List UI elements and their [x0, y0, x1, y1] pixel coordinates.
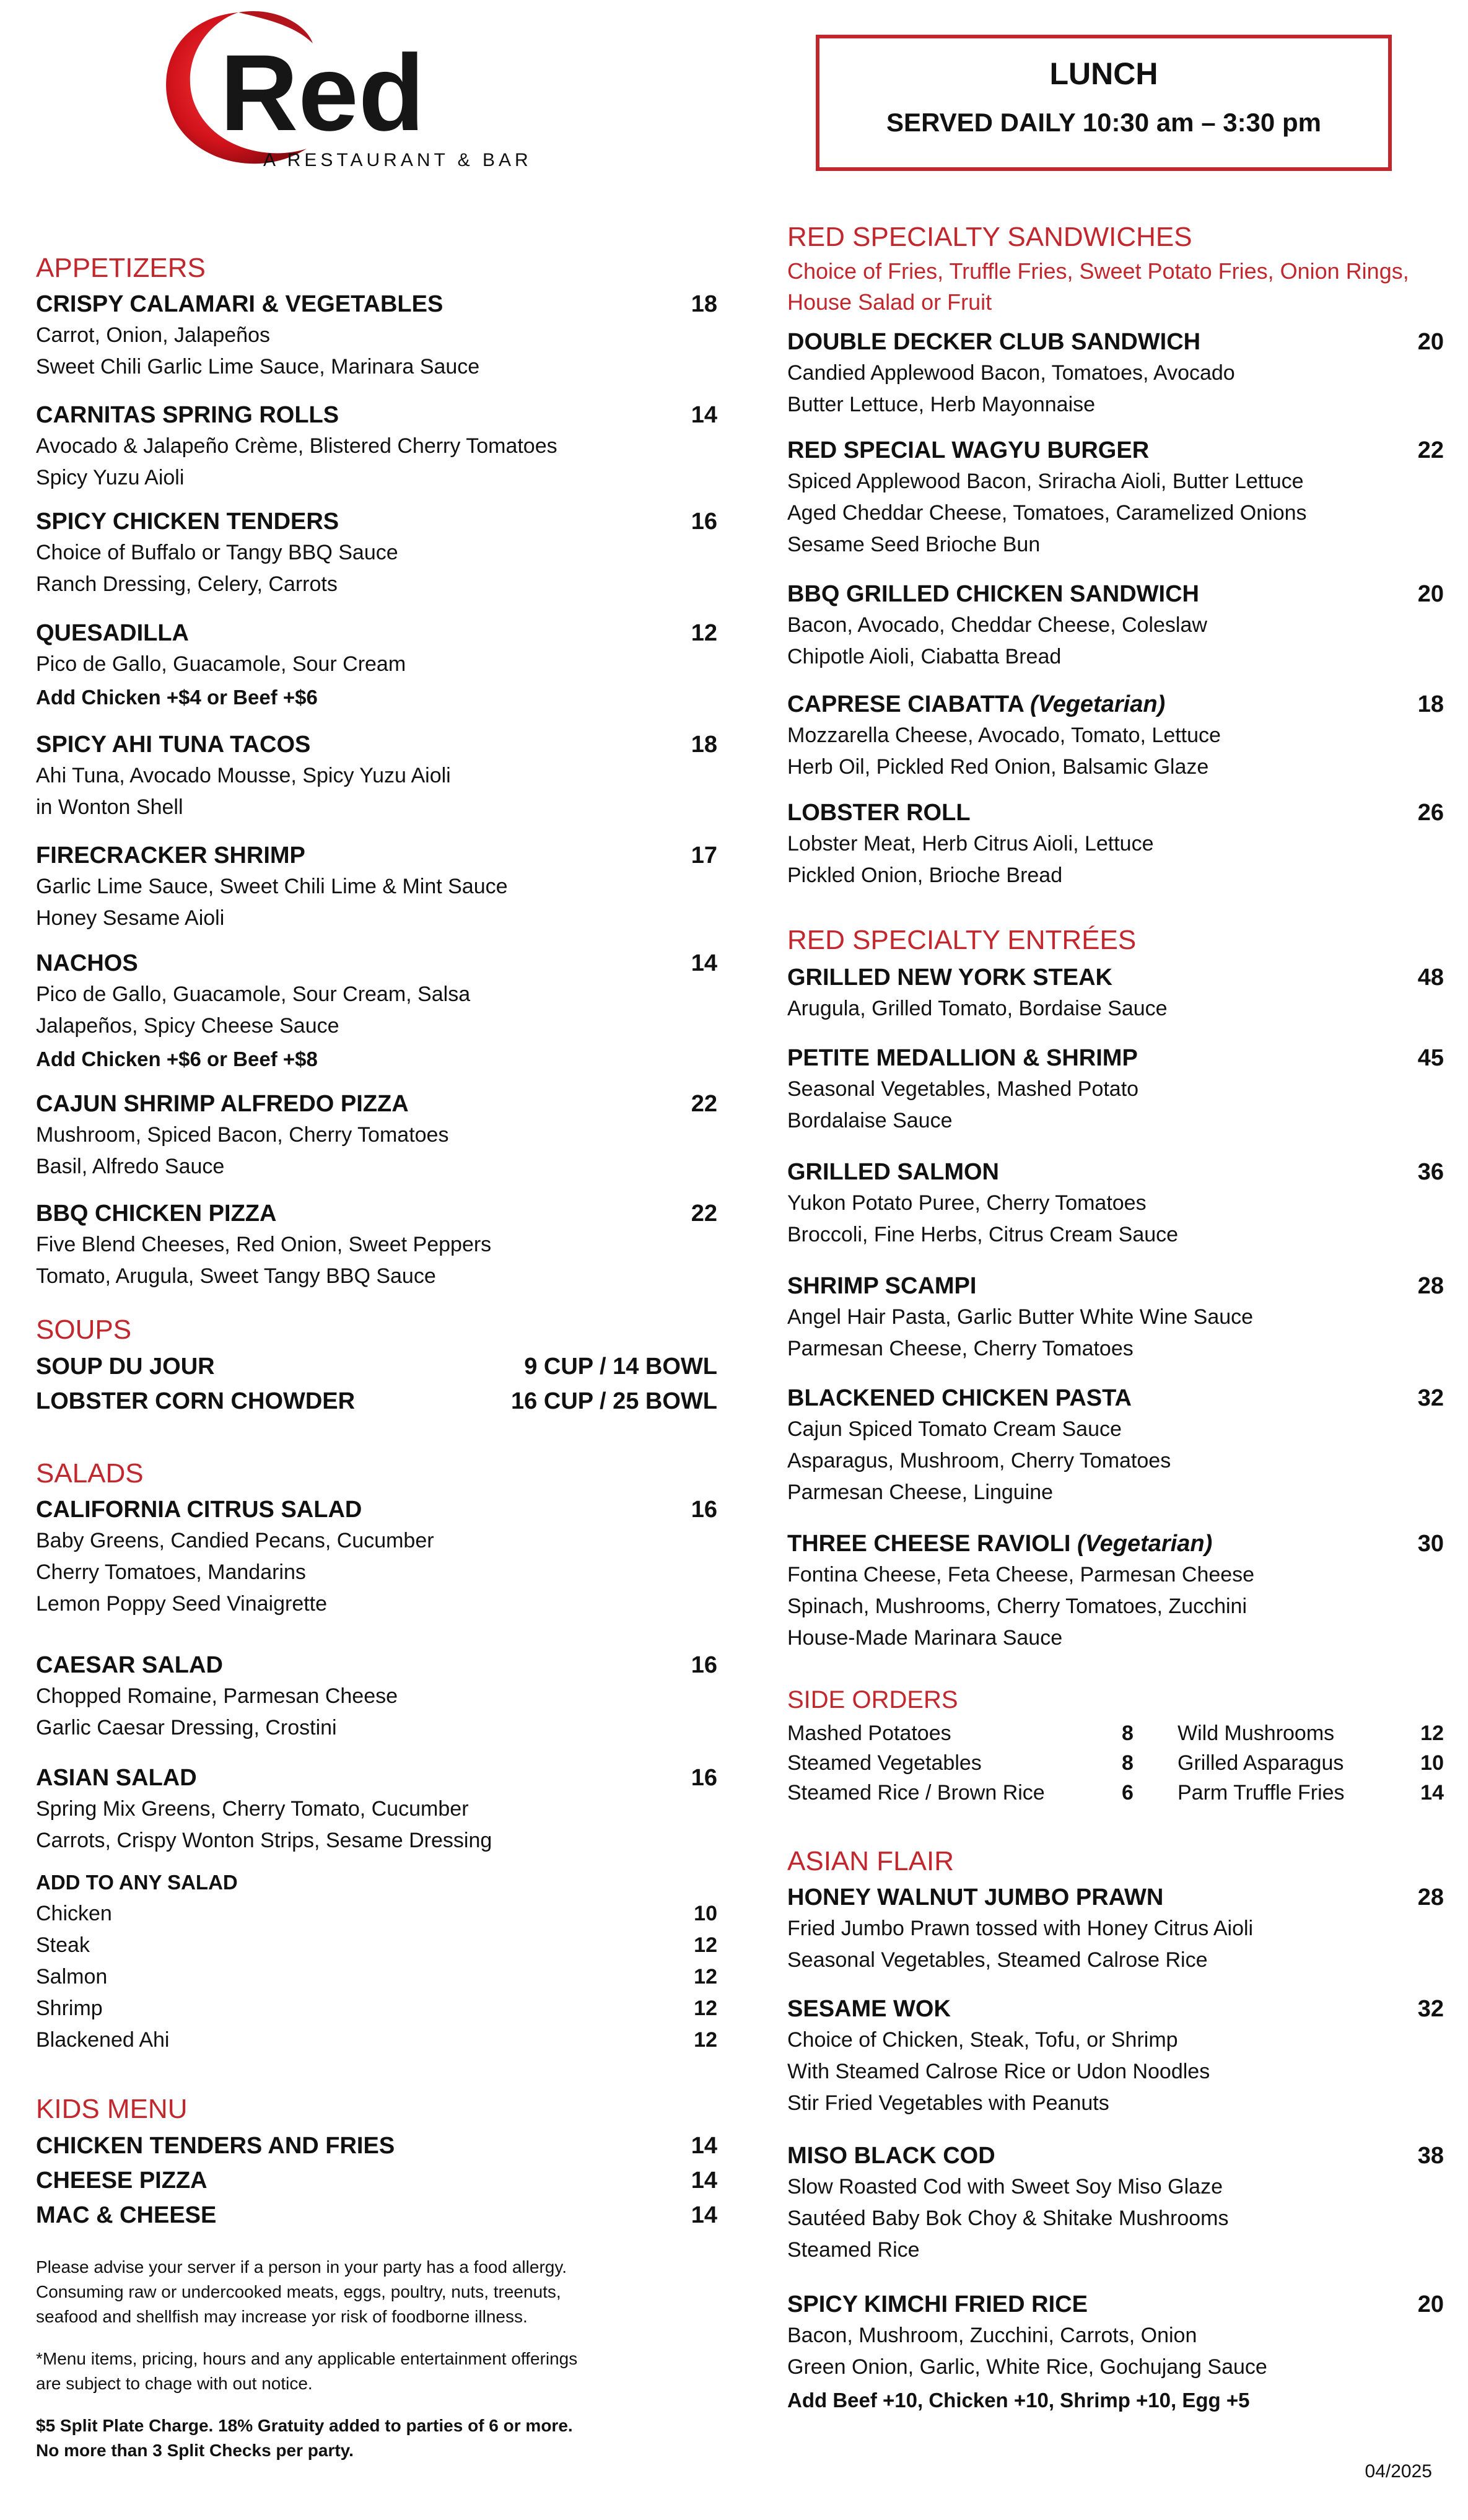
item-description: Sautéed Baby Bok Choy & Shitake Mushrooms [787, 2207, 1229, 2230]
item-description: Chipotle Aioli, Ciabatta Bread [787, 645, 1062, 668]
item-name: THREE CHEESE RAVIOLI (Vegetarian) [787, 1531, 1213, 1557]
item-name: QUESADILLA [36, 620, 189, 646]
soups-heading: SOUPS [36, 1315, 132, 1345]
item-name: CHEESE PIZZA [36, 2168, 208, 2194]
sandwiches-heading: RED SPECIALTY SANDWICHES [787, 222, 1192, 252]
item-description: Cajun Spiced Tomato Cream Sauce [787, 1417, 1122, 1441]
item-name: SPICY CHICKEN TENDERS [36, 509, 339, 535]
item-description: Mushroom, Spiced Bacon, Cherry Tomatoes [36, 1123, 449, 1147]
item-price: 26 [1417, 800, 1444, 826]
item-description: With Steamed Calrose Rice or Udon Noodles [787, 2060, 1210, 2083]
item-description: in Wonton Shell [36, 795, 183, 819]
item-description: Fontina Cheese, Feta Cheese, Parmesan Cheese [787, 1563, 1255, 1586]
item-description: Tomato, Arugula, Sweet Tangy BBQ Sauce [36, 1264, 436, 1288]
item-description: Spicy Yuzu Aioli [36, 466, 185, 489]
menu-item [36, 729, 717, 823]
item-description: Broccoli, Fine Herbs, Citrus Cream Sauce [787, 1223, 1179, 1246]
item-description: Butter Lettuce, Herb Mayonnaise [787, 393, 1096, 416]
lunch-hours: SERVED DAILY 10:30 am – 3:30 pm [886, 108, 1321, 137]
kids-menu-item [36, 2163, 717, 2198]
addon-name: Blackened Ahi [36, 2028, 170, 2052]
item-description: Asparagus, Mushroom, Cherry Tomatoes [787, 1449, 1171, 1472]
item-name: CAESAR SALAD [36, 1652, 223, 1678]
addon-name: Steak [36, 1933, 90, 1957]
item-name: SPICY KIMCHI FRIED RICE [787, 2291, 1088, 2317]
item-description: Spinach, Mushrooms, Cherry Tomatoes, Zucchini [787, 1595, 1247, 1618]
item-price: 20 [1417, 2291, 1444, 2317]
item-description: Pico de Gallo, Guacamole, Sour Cream [36, 652, 406, 676]
item-name: NACHOS [36, 950, 138, 976]
item-description: Choice of Chicken, Steak, Tofu, or Shrimp [787, 2028, 1178, 2052]
salad-addon-row [36, 1930, 717, 1961]
item-name: CARNITAS SPRING ROLLS [36, 402, 339, 428]
item-description: Parmesan Cheese, Linguine [787, 1481, 1054, 1504]
item-name: CAPRESE CIABATTA (Vegetarian) [787, 691, 1166, 717]
addon-price: 12 [694, 2028, 717, 2052]
item-add-on: Add Beef +10, Chicken +10, Shrimp +10, Egg +5 [787, 2389, 1250, 2412]
item-name: GRILLED SALMON [787, 1159, 999, 1185]
footer-note: seafood and shellfish may increase yor risk of foodborne illness. [36, 2307, 528, 2326]
item-name: MISO BLACK COD [787, 2143, 995, 2169]
item-name: LOBSTER ROLL [787, 800, 971, 826]
item-description: Bordalaise Sauce [787, 1109, 953, 1132]
item-name: SHRIMP SCAMPI [787, 1273, 977, 1299]
vegetarian-tag: (Vegetarian) [1029, 691, 1166, 717]
item-name: MAC & CHEESE [36, 2202, 217, 2228]
item-description: Arugula, Grilled Tomato, Bordaise Sauce [787, 997, 1168, 1020]
soup-name: SOUP DU JOUR [36, 1354, 215, 1380]
item-description: Yukon Potato Puree, Cherry Tomatoes [787, 1191, 1147, 1215]
menu-item [787, 2289, 1444, 2418]
soup-row [36, 1349, 717, 1384]
item-add-on: Add Chicken +$6 or Beef +$8 [36, 1048, 318, 1070]
addon-name: Salmon [36, 1965, 108, 1988]
soup-price: 9 CUP / 14 BOWL [524, 1354, 717, 1380]
menu-item [787, 1043, 1444, 1137]
footer-note: *Menu items, pricing, hours and any applicable entertainment offerings [36, 2349, 578, 2368]
menu-item [36, 1650, 717, 1744]
item-description: Seasonal Vegetables, Steamed Calrose Rice [787, 1948, 1208, 1972]
item-price: 20 [1417, 329, 1444, 355]
menu-item [36, 1762, 717, 1857]
side-name: Grilled Asparagus [1177, 1751, 1344, 1775]
item-price: 18 [691, 291, 717, 317]
item-description: Fried Jumbo Prawn tossed with Honey Citrus Aioli [787, 1917, 1254, 1940]
side-name: Mashed Potatoes [787, 1722, 951, 1745]
menu-item [36, 1198, 717, 1292]
menu-item [787, 1993, 1444, 2119]
item-price: 28 [1417, 1273, 1444, 1299]
menu-item [787, 1157, 1444, 1251]
side-name: Steamed Vegetables [787, 1751, 982, 1775]
menu-item [787, 1528, 1444, 1654]
item-price: 48 [1417, 965, 1444, 991]
menu-item [787, 1882, 1444, 1976]
addon-name: Chicken [36, 1902, 112, 1925]
kids-menu-heading: KIDS MENU [36, 2094, 188, 2124]
salad-addon-row [36, 1993, 717, 2024]
item-description: Baby Greens, Candied Pecans, Cucumber [36, 1529, 434, 1552]
item-description: Seasonal Vegetables, Mashed Potato [787, 1077, 1139, 1101]
side-price: 10 [1420, 1751, 1444, 1775]
item-price: 18 [691, 732, 717, 758]
item-description: Candied Applewood Bacon, Tomatoes, Avocado [787, 361, 1235, 385]
item-price: 12 [691, 620, 717, 646]
item-name: CHICKEN TENDERS AND FRIES [36, 2133, 395, 2159]
item-price: 16 [691, 509, 717, 535]
item-description: Lobster Meat, Herb Citrus Aioli, Lettuce [787, 832, 1154, 855]
footer-note: Please advise your server if a person in your party has a food allergy. [36, 2257, 567, 2277]
asian-flair-heading: ASIAN FLAIR [787, 1846, 954, 1876]
item-description: Angel Hair Pasta, Garlic Butter White Wine Sauce [787, 1305, 1254, 1329]
item-description: Spring Mix Greens, Cherry Tomato, Cucumber [36, 1797, 469, 1821]
item-description: Cherry Tomatoes, Mandarins [36, 1560, 306, 1584]
menu-item [36, 1088, 717, 1183]
item-price: 22 [691, 1201, 717, 1227]
soup-row [36, 1384, 717, 1419]
item-description: Pico de Gallo, Guacamole, Sour Cream, Salsa [36, 982, 471, 1006]
item-description: Sweet Chili Garlic Lime Sauce, Marinara Sauce [36, 355, 480, 378]
item-description: Slow Roasted Cod with Sweet Soy Miso Glaze [787, 2175, 1223, 2198]
item-description: Pickled Onion, Brioche Bread [787, 864, 1063, 887]
menu-item [36, 289, 717, 383]
menu-item [787, 1383, 1444, 1508]
logo-tagline: A RESTAURANT & BAR [263, 150, 532, 170]
menu-item [36, 400, 717, 494]
item-name: CALIFORNIA CITRUS SALAD [36, 1497, 362, 1523]
soup-price: 16 CUP / 25 BOWL [511, 1388, 717, 1414]
item-description: Chopped Romaine, Parmesan Cheese [36, 1684, 398, 1708]
menu-item [787, 326, 1444, 421]
side-price: 14 [1420, 1781, 1444, 1805]
item-description: Garlic Lime Sauce, Sweet Chili Lime & Mint Sauce [36, 875, 508, 898]
item-add-on: Add Chicken +$4 or Beef +$6 [36, 686, 318, 709]
item-price: 14 [691, 2133, 717, 2159]
lunch-hours-box [816, 35, 1392, 171]
item-description: Ranch Dressing, Celery, Carrots [36, 572, 338, 596]
item-name: CAJUN SHRIMP ALFREDO PIZZA [36, 1091, 409, 1117]
salad-addon-row [36, 1961, 717, 1993]
item-description: Sesame Seed Brioche Bun [787, 533, 1041, 556]
item-description: House-Made Marinara Sauce [787, 1626, 1063, 1650]
side-price: 12 [1420, 1722, 1444, 1745]
item-description: Bacon, Avocado, Cheddar Cheese, Coleslaw [787, 613, 1207, 637]
item-price: 32 [1417, 1385, 1444, 1411]
item-description: Ahi Tuna, Avocado Mousse, Spicy Yuzu Aioli [36, 764, 451, 787]
item-price: 30 [1417, 1531, 1444, 1557]
item-price: 16 [691, 1765, 717, 1791]
item-price: 22 [691, 1091, 717, 1117]
side-price: 8 [1122, 1722, 1134, 1745]
side-orders-heading: SIDE ORDERS [787, 1686, 958, 1713]
salad-addon-row [36, 2024, 717, 2056]
addon-price: 12 [694, 1933, 717, 1957]
item-description: Bacon, Mushroom, Zucchini, Carrots, Onion [787, 2324, 1197, 2347]
menu-item [36, 948, 717, 1077]
item-name: BBQ CHICKEN PIZZA [36, 1201, 277, 1227]
item-description: Choice of Buffalo or Tangy BBQ Sauce [36, 541, 398, 564]
side-price: 6 [1122, 1781, 1134, 1805]
footer-note: Consuming raw or undercooked meats, eggs, poultry, nuts, treenuts, [36, 2282, 561, 2301]
item-description: Five Blend Cheeses, Red Onion, Sweet Peppers [36, 1233, 492, 1256]
menu-item [787, 962, 1444, 1025]
footer-note: $5 Split Plate Charge. 18% Gratuity added to parties of 6 or more. [36, 2416, 573, 2435]
item-description: Jalapeños, Spicy Cheese Sauce [36, 1014, 339, 1038]
restaurant-logo [146, 6, 542, 177]
side-name: Steamed Rice / Brown Rice [787, 1781, 1045, 1805]
item-price: 20 [1417, 581, 1444, 607]
item-description: Aged Cheddar Cheese, Tomatoes, Caramelized Onions [787, 501, 1307, 525]
item-description: Mozzarella Cheese, Avocado, Tomato, Lettuce [787, 724, 1221, 747]
sandwiches-subtitle: Choice of Fries, Truffle Fries, Sweet Potato Fries, Onion Rings, House Salad or Fruit [787, 258, 1409, 315]
item-price: 14 [691, 402, 717, 428]
item-price: 38 [1417, 2143, 1444, 2169]
item-price: 22 [1417, 437, 1444, 463]
addon-price: 12 [694, 1997, 717, 2020]
menu-item [36, 840, 717, 934]
item-price: 45 [1417, 1045, 1444, 1071]
item-name: BLACKENED CHICKEN PASTA [787, 1385, 1132, 1411]
item-price: 32 [1417, 1996, 1444, 2022]
item-description: Honey Sesame Aioli [36, 906, 225, 930]
item-description: Steamed Rice [787, 2238, 920, 2262]
side-price: 8 [1122, 1751, 1134, 1775]
vegetarian-tag: (Vegetarian) [1077, 1531, 1213, 1557]
item-price: 14 [691, 2168, 717, 2194]
item-name: DOUBLE DECKER CLUB SANDWICH [787, 329, 1201, 355]
item-description: Garlic Caesar Dressing, Crostini [36, 1716, 337, 1739]
item-name: BBQ GRILLED CHICKEN SANDWICH [787, 581, 1199, 607]
item-price: 16 [691, 1497, 717, 1523]
kids-menu-item [36, 2198, 717, 2233]
item-name: GRILLED NEW YORK STEAK [787, 965, 1112, 991]
item-name: PETITE MEDALLION & SHRIMP [787, 1045, 1138, 1071]
salad-addons-heading: ADD TO ANY SALAD [36, 1871, 238, 1894]
logo-word: Red [220, 33, 425, 154]
salads-heading: SALADS [36, 1458, 144, 1489]
menu-item [36, 1494, 717, 1620]
footer-note: No more than 3 Split Checks per party. [36, 2441, 354, 2460]
side-name: Parm Truffle Fries [1177, 1781, 1345, 1805]
item-description: Lemon Poppy Seed Vinaigrette [36, 1592, 328, 1616]
menu-item [787, 1271, 1444, 1365]
menu-item [787, 435, 1444, 561]
lunch-title: LUNCH [1049, 56, 1158, 91]
item-name: FIRECRACKER SHRIMP [36, 842, 305, 868]
menu-item [36, 506, 717, 600]
kids-menu-item [36, 2128, 717, 2163]
menu-item [787, 579, 1444, 673]
item-description: Carrot, Onion, Jalapeños [36, 323, 270, 347]
item-name: RED SPECIAL WAGYU BURGER [787, 437, 1150, 463]
item-price: 16 [691, 1652, 717, 1678]
addon-name: Shrimp [36, 1997, 103, 2020]
item-price: 36 [1417, 1159, 1444, 1185]
addon-price: 12 [694, 1965, 717, 1988]
item-price: 28 [1417, 1884, 1444, 1910]
menu-date-code: 04/2025 [1365, 2461, 1432, 2482]
entrees-heading: RED SPECIALTY ENTRÉES [787, 925, 1137, 955]
item-name: SESAME WOK [787, 1996, 951, 2022]
item-name: HONEY WALNUT JUMBO PRAWN [787, 1884, 1164, 1910]
item-description: Carrots, Crispy Wonton Strips, Sesame Dressing [36, 1829, 492, 1852]
appetizers-heading: APPETIZERS [36, 253, 206, 283]
item-price: 18 [1417, 691, 1444, 717]
item-name: ASIAN SALAD [36, 1765, 197, 1791]
side-name: Wild Mushrooms [1177, 1722, 1335, 1745]
item-name: CRISPY CALAMARI & VEGETABLES [36, 291, 443, 317]
menu-item [787, 797, 1444, 891]
item-price: 14 [691, 2202, 717, 2228]
item-description: Spiced Applewood Bacon, Sriracha Aioli, Butter Lettuce [787, 470, 1304, 493]
soup-name: LOBSTER CORN CHOWDER [36, 1388, 356, 1414]
footer-note: are subject to chage with out notice. [36, 2374, 313, 2393]
item-description: Green Onion, Garlic, White Rice, Gochujang Sauce [787, 2355, 1267, 2379]
item-description: Basil, Alfredo Sauce [36, 1155, 225, 1178]
menu-item [787, 2140, 1444, 2266]
item-description: Stir Fried Vegetables with Peanuts [787, 2091, 1109, 2115]
addon-price: 10 [694, 1902, 717, 1925]
item-description: Herb Oil, Pickled Red Onion, Balsamic Glaze [787, 755, 1209, 779]
item-price: 17 [691, 842, 717, 868]
item-price: 14 [691, 950, 717, 976]
item-description: Parmesan Cheese, Cherry Tomatoes [787, 1337, 1134, 1360]
item-description: Avocado & Jalapeño Crème, Blistered Cherry Tomatoes [36, 434, 557, 458]
item-name: SPICY AHI TUNA TACOS [36, 732, 311, 758]
salad-addon-row [36, 1898, 717, 1930]
menu-item [787, 689, 1444, 783]
menu-item [36, 618, 717, 715]
